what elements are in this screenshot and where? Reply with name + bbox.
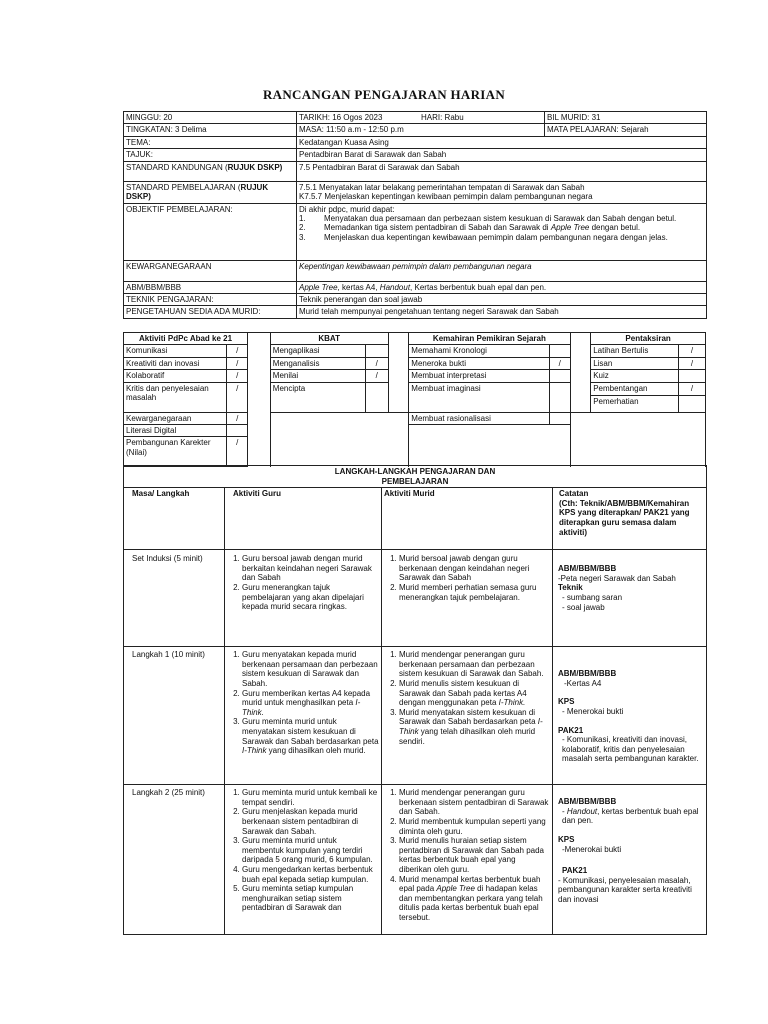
aktiviti-mark: [227, 425, 248, 437]
langkah-1-guru: [225, 647, 382, 785]
kps-mark: /: [549, 357, 570, 369]
pengetahuan-value: Murid telah mempunyai pengetahuan tentang negeri Sarawak dan Sabah: [297, 306, 707, 319]
aktiviti-mark: /: [227, 345, 248, 357]
standard-pembelajaran-value: 7.5.1 Menyatakan latar belakang pemerintahan tempatan di Sarawak dan Sabah K7.5.7 Menjelaskan kepentingan kewibaan pemimpin dalam pembangunan negara: [297, 181, 707, 203]
list-item: 2. Murid menulis sistem kesukuan di Sarawak dan Sabah pada kertas A4 dengan menggunakan peta I-Think.: [399, 679, 550, 708]
objektif-item: 2. Memadankan tiga sistem pentadbiran di Sabah dan Sarawak di Apple Tree dengan betul.: [299, 223, 641, 233]
list-item: 1. Murid mendengar penerangan guru berkenaan persamaan dan perbezaan sistem kesukuan di Sarawak dan Sabah.: [399, 650, 550, 679]
aktiviti-label: Kreativiti dan inovasi: [124, 357, 227, 369]
pentaksiran-mark: /: [679, 383, 705, 396]
list-item: 3. Guru meminta murid untuk menyatakan sistem kesukuan di Sarawak dan Sabah berdasarkan peta I-Think yang dihasilkan oleh murid.: [242, 717, 379, 755]
kps-mark: [549, 370, 570, 382]
list-item: 4. Murid menampal kertas berbentuk buah epal pada Apple Tree di hadapan kelas dan membentangkan perkara yang telah ditulis pada kertas berbentuk buah epal tersebut.: [399, 875, 550, 923]
set-induksi-catatan: ABM/BBM/BBB -Peta negeri Sarawak dan Sabah Teknik - sumbang saran - soal jawab: [553, 550, 707, 647]
objektif-item: 1. Menyatakan dua persamaan dan perbezaan sistem kesukuan di Sarawak dan Sabah dengan betul.: [299, 214, 677, 224]
langkah-2-masa: Langkah 2 (25 minit): [124, 785, 225, 935]
pentaksiran-label: Latihan Bertulis: [591, 345, 679, 357]
kps-header: Kemahiran Pemikiran Sejarah: [409, 333, 570, 345]
col-guru-header: Aktiviti Guru: [225, 488, 382, 550]
list-item: 2. Murid memberi perhatian semasa guru menerangkan tajuk pembelajaran.: [399, 583, 550, 602]
kbat-mark: [365, 345, 388, 357]
langkah-2-murid: [382, 785, 553, 935]
list-item: 2. Murid membentuk kumpulan seperti yang diminta oleh guru.: [399, 817, 550, 836]
abm-label: ABM/BBM/BBB: [124, 281, 297, 293]
objektif-value: Di akhir pdpc, murid dapat: 1. Menyatakan dua persamaan dan perbezaan sistem kesukuan di Sarawak dan Sabah dengan betul. 2. Memadankan tiga sistem pentadbiran di Sabah dan Sarawak di Apple Tree dengan betul. 3. Menjelaskan dua kepentingan kewibawaan pemimpin dalam pembangunan negara dengan jelas.: [297, 203, 707, 260]
list-item: 1. Guru meminta murid untuk kembali ke tempat sendiri.: [242, 788, 379, 807]
kps-label: Membuat imaginasi: [409, 382, 550, 412]
aktiviti-label: Kolaboratif: [124, 370, 227, 382]
kps-mark: [549, 382, 570, 412]
langkah-1-murid: [382, 647, 553, 785]
pentaksiran-label: Pemerhatian: [593, 396, 639, 406]
list-item: 3. Murid menulis huraian setiap sistem pentadbiran di Sarawak dan Sabah pada kertas berbentuk buah epal yang diberikan oleh guru.: [399, 836, 550, 874]
aktiviti-mark: /: [227, 382, 248, 412]
aktiviti-mark: /: [227, 370, 248, 382]
steps-table: [123, 465, 707, 935]
kewarganegaraan-label: KEWARGANEGARAAN: [124, 260, 297, 281]
info-table: [123, 111, 707, 319]
kbat-label: Menilai: [270, 370, 365, 382]
kbat-label: Menganalisis: [270, 357, 365, 369]
kps-label: Membuat rasionalisasi: [409, 412, 550, 424]
tajuk-value: Pentadbiran Barat di Sarawak dan Sabah: [297, 149, 707, 161]
aktiviti-mark: /: [227, 357, 248, 369]
objektif-label: OBJEKTIF PEMBELAJARAN:: [124, 203, 297, 260]
set-induksi-guru: [225, 550, 382, 647]
tema-label: TEMA:: [124, 136, 297, 148]
col-murid-header: Aktiviti Murid: [382, 488, 553, 550]
aktiviti-header: Aktiviti PdPc Abad ke 21: [124, 333, 248, 345]
kbat-mark: /: [365, 370, 388, 382]
list-item: 3. Guru meminta murid untuk membentuk kumpulan yang terdiri daripada 5 orang murid, 6 kumpulan.: [242, 836, 379, 865]
list-item: 1. Guru bersoal jawab dengan murid berkaitan keindahan negeri Sarawak dan Sabah: [242, 554, 379, 583]
masa-cell: MASA: 11:50 a.m - 12:50 p.m: [297, 124, 545, 136]
tajuk-label: TAJUK:: [124, 149, 297, 161]
pentaksiran-header: Pentaksiran: [591, 333, 706, 345]
skills-grid: [123, 332, 706, 467]
list-item: 5. Guru meminta setiap kumpulan menghuraikan setiap sistem pentadbiran di Sarawak dan: [242, 884, 379, 913]
standard-kandungan-label: STANDARD KANDUNGAN (RUJUK DSKP): [124, 161, 297, 181]
aktiviti-label: Kewarganegaraan: [124, 412, 227, 424]
objektif-item: 3. Menjelaskan dua kepentingan kewibawaan pemimpin dalam pembangunan negara dengan jelas.: [299, 232, 668, 242]
tingkatan-cell: TINGKATAN: 3 Delima: [124, 124, 297, 136]
minggu-cell: MINGGU: 20: [124, 112, 297, 124]
aktiviti-mark: /: [227, 437, 248, 467]
aktiviti-label: Literasi Digital: [124, 425, 227, 437]
set-induksi-masa: Set Induksi (5 minit): [124, 550, 225, 647]
langkah-1-catatan: ABM/BBM/BBB -Kertas A4 KPS - Menerokai bukti PAK21 - Komunikasi, kreativiti dan inovasi, kolaboratif, kritis dan penyelesaian masalah serta pembangunan karakter.: [553, 647, 707, 785]
list-item: 2. Guru menjelaskan kepada murid berkenaan sistem pentadbiran di Sarawak dan Sabah.: [242, 807, 379, 836]
standard-kandungan-value: 7.5 Pentadbiran Barat di Sarawak dan Sabah: [297, 161, 707, 181]
list-item: 1. Guru menyatakan kepada murid berkenaan persamaan dan perbezaan sistem kesukuan di Sarawak dan Sabah.: [242, 650, 379, 688]
col-catatan-header: Catatan (Cth: Teknik/ABM/BBM/Kemahiran KPS yang diterapkan/ PAK21 yang diterapkan guru semasa dalam aktiviti): [553, 488, 707, 550]
tema-value: Kedatangan Kuasa Asing: [297, 136, 707, 148]
tarikh-cell: TARIKH: 16 Ogos 2023: [299, 113, 383, 122]
kps-label: Meneroka bukti: [409, 357, 550, 369]
list-item: 4. Guru mengedarkan kertas berbentuk buah epal kepada setiap kumpulan.: [242, 865, 379, 884]
pentaksiran-label: Pembentangan: [591, 383, 678, 396]
list-item: 2. Guru menerangkan tajuk pembelajaran yang akan dipelajari kepada murid secara ringkas.: [242, 583, 379, 612]
standard-pembelajaran-label: STANDARD PEMBELAJARAN (RUJUK DSKP): [124, 181, 297, 203]
list-item: 1. Murid mendengar penerangan guru berkenaan sistem pentadbiran di Sarawak dan Sabah.: [399, 788, 550, 817]
kps-mark: [549, 345, 570, 357]
pentaksiran-mark: /: [679, 357, 706, 369]
kbat-label: Mencipta: [270, 382, 365, 412]
kbat-mark: [365, 382, 388, 412]
pentaksiran-mark: /: [679, 345, 706, 357]
steps-heading: LANGKAH-LANGKAH PENGAJARAN DAN PEMBELAJARAN: [124, 466, 707, 488]
kps-label: Memahami Kronologi: [409, 345, 550, 357]
kewarganegaraan-value: Kepentingan kewibawaan pemimpin dalam pembangunan negara: [297, 260, 707, 281]
aktiviti-label: Komunikasi: [124, 345, 227, 357]
bil-murid-cell: BIL MURID: 31: [545, 112, 707, 124]
hari-cell: HARI: Rabu: [421, 113, 464, 122]
kbat-header: KBAT: [270, 333, 388, 345]
pentaksiran-mark: [679, 370, 706, 382]
kbat-label: Mengaplikasi: [270, 345, 365, 357]
pentaksiran-label: Lisan: [591, 357, 679, 369]
kbat-mark: /: [365, 357, 388, 369]
set-induksi-murid: [382, 550, 553, 647]
langkah-2-guru: [225, 785, 382, 935]
pentaksiran-label: Kuiz: [591, 370, 679, 382]
aktiviti-mark: /: [227, 412, 248, 424]
list-item: 2. Guru memberikan kertas A4 kepada murid untuk menghasilkan peta I-Think.: [242, 689, 379, 718]
col-masa-header: Masa/ Langkah: [124, 488, 225, 550]
langkah-1-masa: Langkah 1 (10 minit): [124, 647, 225, 785]
langkah-2-catatan: ABM/BBM/BBB - Handout, kertas berbentuk buah epal dan pen. KPS -Menerokai bukti PAK21 - Komunikasi, penyelesaian masalah, pembangunan karakter serta kreativiti dan inovasi: [553, 785, 707, 935]
kps-mark: [549, 412, 570, 424]
abm-value: Apple Tree, kertas A4, Handout, Kertas berbentuk buah epal dan pen.: [297, 281, 707, 293]
pengetahuan-label: PENGETAHUAN SEDIA ADA MURID:: [124, 306, 297, 319]
teknik-value: Teknik penerangan dan soal jawab: [297, 294, 707, 306]
mata-pelajaran-cell: MATA PELAJARAN: Sejarah: [545, 124, 707, 136]
teknik-label: TEKNIK PENGAJARAN:: [124, 294, 297, 306]
aktiviti-label: Kritis dan penyelesaian masalah: [124, 382, 227, 412]
list-item: 1. Murid bersoal jawab dengan guru berkenaan dengan keindahan negeri Sarawak dan Sabah: [399, 554, 550, 583]
page-title: RANCANGAN PENGAJARAN HARIAN: [262, 87, 506, 102]
kps-label: Membuat interpretasi: [409, 370, 550, 382]
aktiviti-label: Pembangunan Karekter (Nilai): [124, 437, 227, 467]
list-item: 3. Murid menyatakan sistem kesukuan di Sarawak dan Sabah berdasarkan peta I-Think yang telah dihasilkan oleh murid sendiri.: [399, 708, 550, 746]
